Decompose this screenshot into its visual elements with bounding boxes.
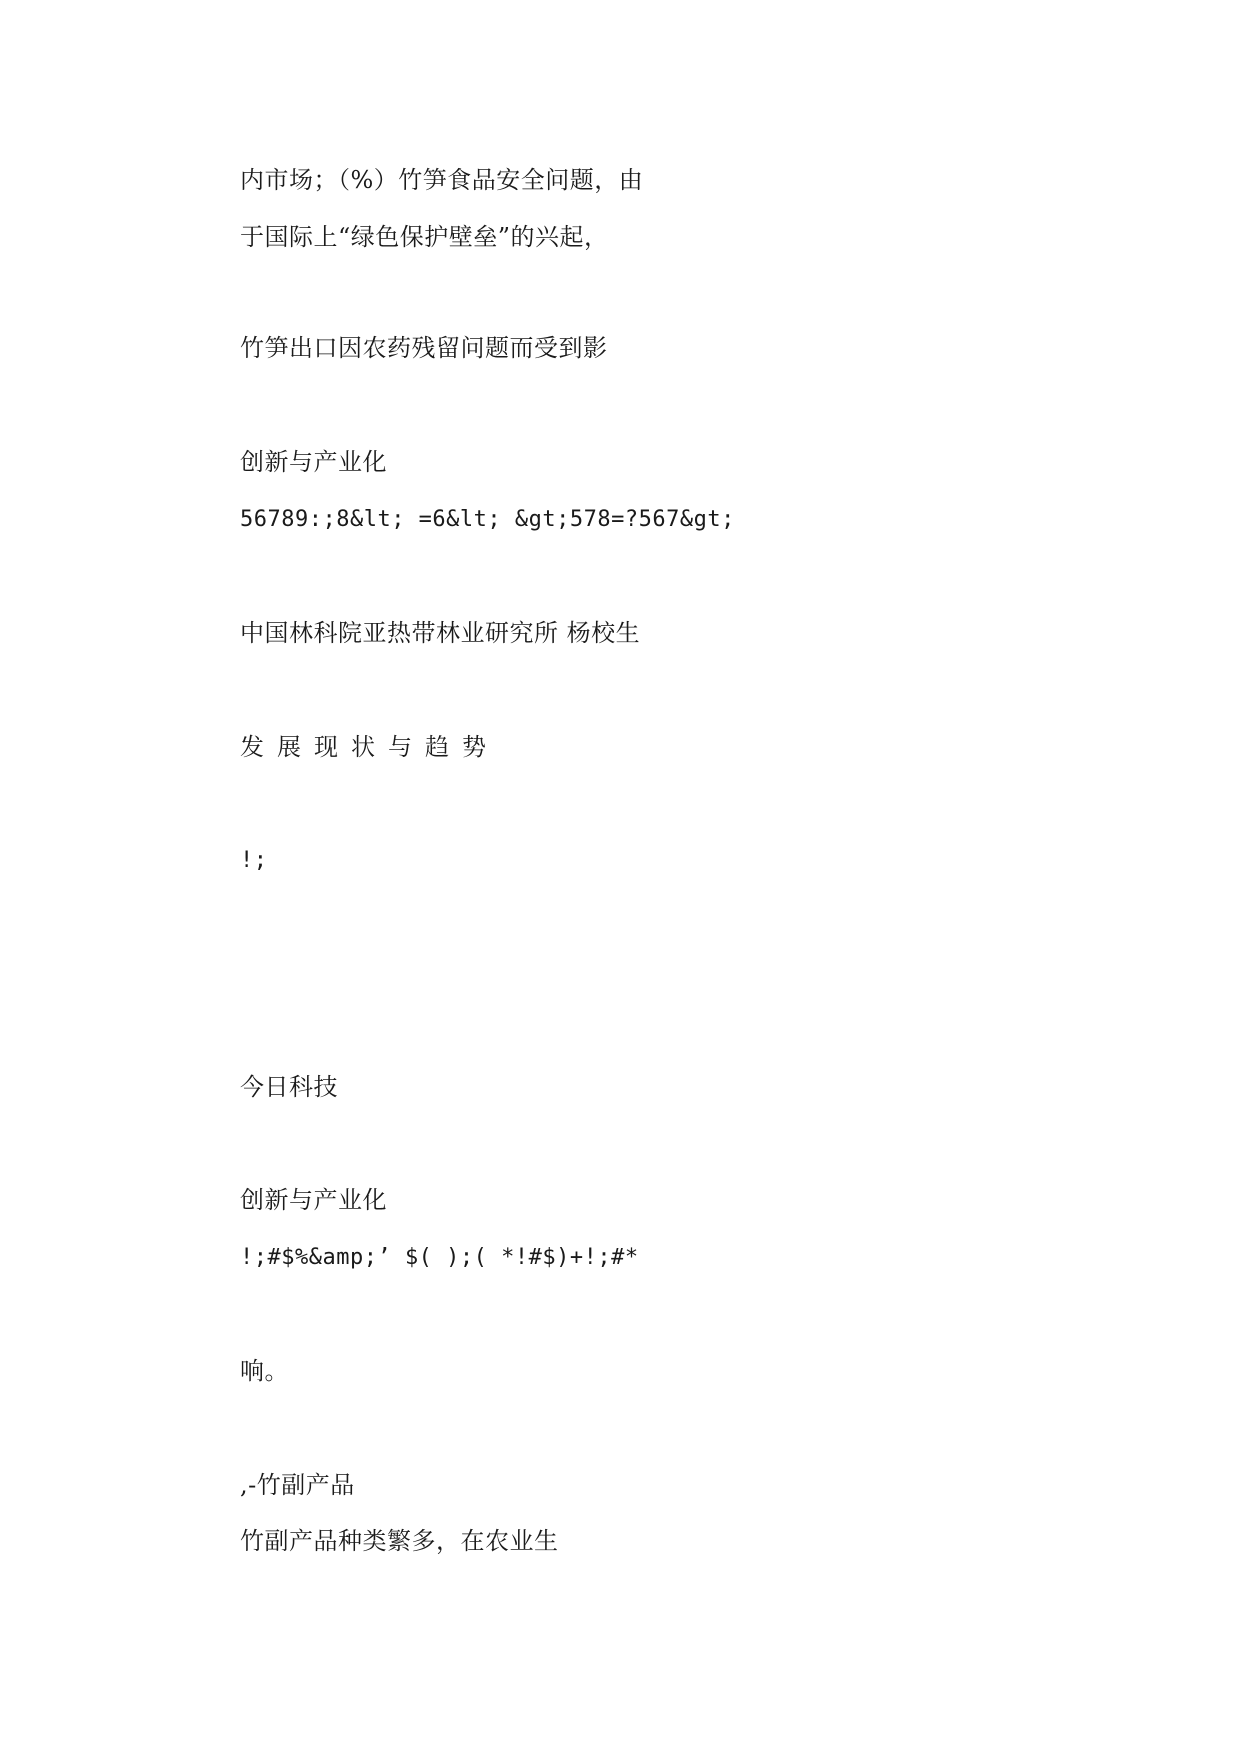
text-line-2: 于国际上“绿色保护壁垒”的兴起，	[240, 223, 609, 251]
text-line-4: 响。	[240, 1357, 289, 1385]
text-line-1: 内市场；（%）竹笋食品安全问题，由	[240, 166, 644, 194]
section-heading-innovation: 创新与产业化	[240, 448, 387, 476]
garbled-code-line-1: 56789:;8&lt; =6&lt; &gt;578=?567&gt;	[240, 507, 735, 532]
subsection-heading-bamboo-byproducts: ,-竹副产品	[240, 1471, 355, 1499]
journal-name: 今日科技	[240, 1073, 338, 1101]
section-heading-innovation-2: 创新与产业化	[240, 1186, 387, 1214]
section-title-status-trends: 发展现状与趋势	[240, 733, 499, 761]
text-line-5: 竹副产品种类繁多，在农业生	[240, 1527, 559, 1555]
garbled-code-line-2: !;	[240, 848, 268, 873]
garbled-code-line-3: !;#$%&amp;’ $( );( *!#$)+!;#*	[240, 1245, 639, 1270]
text-line-3: 竹笋出口因农药残留问题而受到影	[240, 334, 608, 362]
author-affiliation: 中国林科院亚热带林业研究所 杨校生	[240, 619, 641, 647]
